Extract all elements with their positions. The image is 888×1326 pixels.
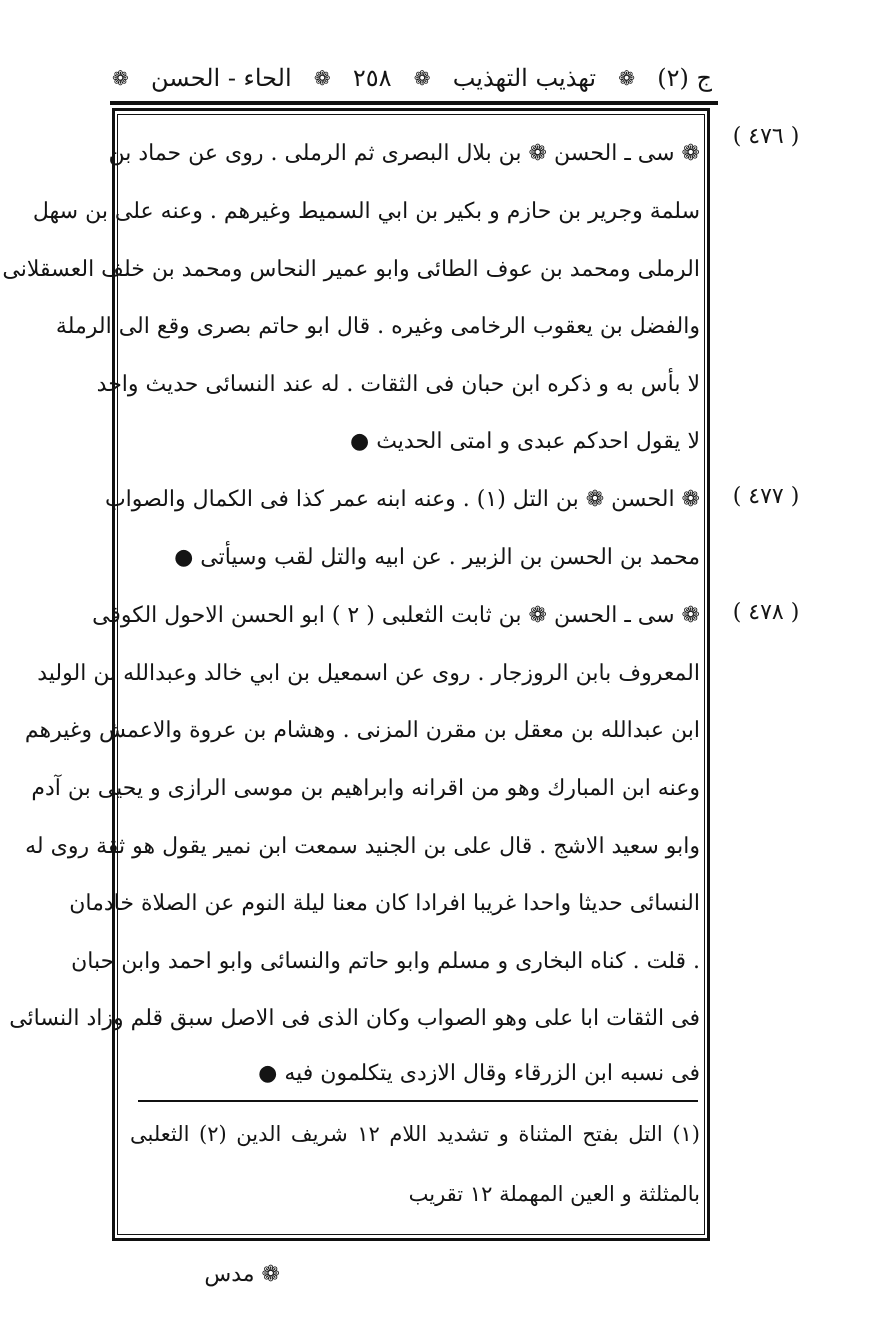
footnote-line: بالمثلثة و العين المهملة ١٢ تقريب xyxy=(408,1182,700,1206)
text-line: الرملى ومحمد بن عوف الطائى وابو عمير النحاس ومحمد بن خلف العسقلانى xyxy=(2,257,700,282)
header-book-title: تهذيب التهذيب xyxy=(452,64,597,92)
header-section: الحاء - الحسن xyxy=(151,64,292,92)
text-line: وابو سعيد الاشج . قال على بن الجنيد سمعت ابن نمير يقول هو ثقة روى له xyxy=(25,834,700,859)
text-line: فى الثقات ابا على وهو الصواب وكان الذى فى الاصل سبق قلم وزاد النسائى xyxy=(9,1006,700,1031)
header-rule xyxy=(110,101,718,105)
entry-number: ( ٤٧٦ ) xyxy=(732,124,800,149)
footnote-line: (١) التل بفتح المثناة و تشديد اللام ١٢ شريف الدين (٢) الثعلبى xyxy=(130,1122,700,1146)
ornament-icon: ❁ xyxy=(313,66,331,90)
text-line: فى نسبه ابن الزرقاء وقال الازدى يتكلمون فيه ● xyxy=(258,1061,700,1086)
signature-mark: ❁ مدس xyxy=(204,1262,280,1287)
text-line: ❁ الحسن ❁ بن التل (١) . وعنه ابنه عمر كذا فى الكمال والصواب xyxy=(104,487,700,512)
running-header xyxy=(112,58,712,98)
ornament-icon: ❁ xyxy=(618,66,636,90)
header-volume: ج (٢) xyxy=(657,64,712,92)
text-line: . قلت . كناه البخارى و مسلم وابو حاتم والنسائى وابو احمد وابن حبان xyxy=(71,949,700,974)
header-page-number: ٢٥٨ xyxy=(352,64,392,92)
text-line: ابن عبدالله بن معقل بن مقرن المزنى . وهشام بن عروة والاعمش وغيرهم xyxy=(24,718,700,743)
text-line: ❁ سى ـ الحسن ❁ بن بلال البصرى ثم الرملى . روى عن حماد بن xyxy=(108,141,700,166)
entry-number: ( ٤٧٧ ) xyxy=(732,484,800,509)
ornament-icon: ❁ xyxy=(112,66,129,90)
text-line: وعنه ابن المبارك وهو من اقرانه وابراهيم بن موسى الرازى و يحيى بن آدم xyxy=(31,776,700,801)
entry-number: ( ٤٧٨ ) xyxy=(732,600,800,625)
text-line: المعروف بابن الروزجار . روى عن اسمعيل بن ابي خالد وعبدالله بن الوليد xyxy=(37,661,700,686)
text-line: ❁ سى ـ الحسن ❁ بن ثابت الثعلبى ( ٢ ) ابو الحسن الاحول الكوفى xyxy=(92,603,700,628)
text-line: النسائى حديثا واحدا غريبا افرادا كان معنا ليلة النوم عن الصلاة خادمان xyxy=(69,891,700,916)
text-line: سلمة وجرير بن حازم و بكير بن ابي السميط وغيرهم . وعنه على بن سهل xyxy=(32,199,700,224)
text-line: لا يقول احدكم عبدى و امتى الحديث ● xyxy=(350,429,700,454)
ornament-icon: ❁ xyxy=(413,66,431,90)
footnote-rule xyxy=(138,1100,698,1102)
text-line: محمد بن الحسن بن الزبير . عن ابيه والتل لقب وسيأتى ● xyxy=(174,545,700,570)
text-line: لا بأس به و ذكره ابن حبان فى الثقات . له عند النسائى حديث واحد xyxy=(96,372,700,397)
text-line: والفضل بن يعقوب الرخامى وغيره . قال ابو حاتم بصرى وقع الى الرملة xyxy=(55,314,700,339)
